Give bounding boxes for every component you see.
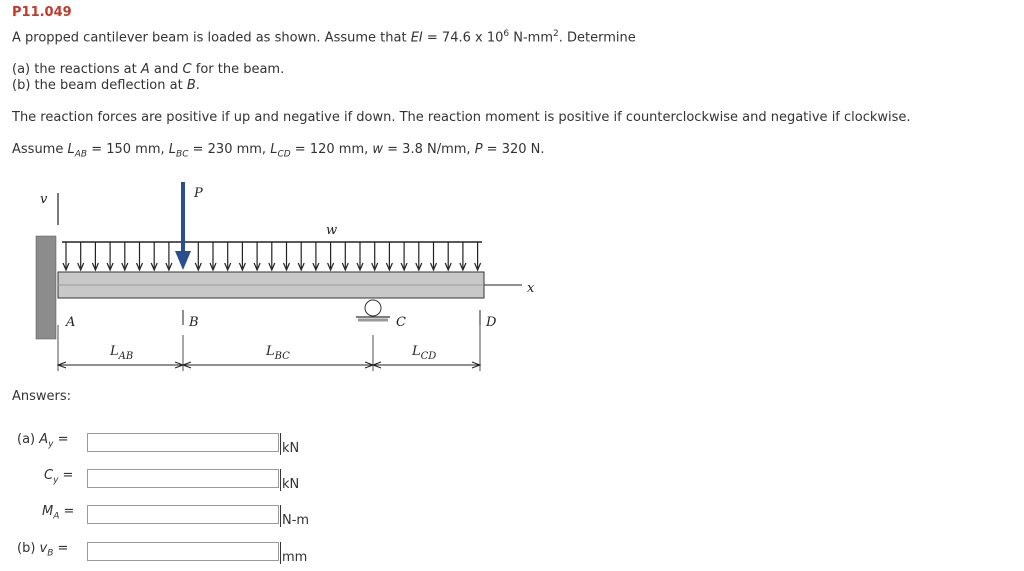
point-c-label: C: [396, 315, 406, 330]
dim-label-lbc: $L_{BC}$: [266, 344, 290, 362]
answer-vb-eq: =: [53, 541, 69, 556]
intro-text: A propped cantilever beam is loaded as shown. Assume that: [12, 30, 411, 46]
point-a-label: A: [66, 315, 76, 330]
dim-label-lab: $L_{AB}$: [110, 344, 134, 362]
cy-unit: kN: [282, 477, 300, 492]
sign-convention: The reaction forces are positive if up and negative if down. The reaction moment is positive if counterclockwise and negative if clockwise.: [12, 110, 911, 125]
point-a-ref: A: [140, 62, 150, 77]
answer-cy-sym: C: [44, 468, 54, 483]
point-b-ref: B: [186, 78, 196, 93]
part-b-statement: [12, 78, 200, 93]
p-sym: P: [474, 142, 483, 157]
ma-input[interactable]: [87, 505, 279, 524]
vb-unit-divider: [280, 542, 281, 564]
answer-ma-sym: M: [42, 504, 54, 519]
p-label: P: [194, 186, 203, 201]
l-cd-value: = 120 mm,: [290, 142, 373, 157]
part-a-statement: [12, 62, 284, 77]
w-label: w: [326, 223, 338, 238]
beam-diagram: [0, 175, 560, 375]
answer-ay-eq: =: [53, 432, 69, 447]
problem-intro: [12, 29, 636, 45]
ei-exponent: 6: [503, 29, 510, 39]
point-c-ref: C: [182, 62, 192, 77]
dim-label-lcd: $L_{CD}$: [412, 344, 437, 362]
fixed-support-wall: [36, 236, 56, 339]
v-axis-label: v: [40, 192, 48, 207]
ei-unit: N-mm: [509, 30, 553, 46]
part-a-end: for the beam.: [191, 62, 285, 77]
ay-unit-divider: [280, 433, 281, 455]
vb-input[interactable]: [87, 542, 279, 561]
point-d-label: D: [486, 315, 497, 330]
answer-ma-label: [42, 504, 74, 522]
answer-cy-eq: =: [58, 468, 74, 483]
answer-vb-sym: v: [39, 541, 48, 556]
answer-ay-sym: A: [39, 432, 49, 447]
given-values: [12, 142, 545, 160]
roller-support: [365, 300, 381, 316]
l-bc-sym: L: [168, 142, 177, 157]
w-sym: w: [372, 142, 384, 157]
l-bc-sub: BC: [176, 149, 189, 160]
intro-determine: . Determine: [558, 30, 636, 46]
answer-vb-sub: B: [47, 548, 54, 559]
answer-ma-eq: =: [59, 504, 75, 519]
ei-value: = 74.6 x 10: [422, 30, 504, 46]
answer-ay-label: [17, 432, 69, 450]
point-b-label: B: [189, 315, 199, 330]
answer-vb-prefix: (b): [17, 541, 40, 556]
w-value: = 3.8 N/mm,: [383, 142, 475, 157]
l-bc-value: = 230 mm,: [188, 142, 271, 157]
part-b-text: (b) the beam deflection at: [12, 78, 187, 93]
cy-input[interactable]: [87, 469, 279, 488]
answer-ay-sub: y: [48, 439, 54, 450]
part-a-and: and: [149, 62, 183, 77]
ay-unit: kN: [282, 441, 300, 456]
l-ab-value: = 150 mm,: [87, 142, 169, 157]
ei-symbol: EI: [410, 30, 423, 46]
l-cd-sym: L: [270, 142, 278, 157]
cy-unit-divider: [280, 469, 281, 491]
answer-cy-sub: y: [53, 475, 59, 486]
l-ab-sym: L: [67, 142, 75, 157]
ma-unit-divider: [280, 505, 281, 527]
ay-input[interactable]: [87, 433, 279, 452]
l-cd-sub: CD: [277, 149, 291, 160]
ma-unit: N-m: [282, 513, 310, 528]
x-axis-label: x: [527, 281, 535, 296]
part-b-end: .: [195, 78, 200, 93]
point-load-arrowhead: [175, 251, 191, 270]
l-ab-sub: AB: [74, 149, 88, 160]
p-value: = 320 N.: [482, 142, 545, 157]
ei-unit-exponent: 2: [552, 29, 559, 39]
answer-ma-sub: A: [53, 511, 60, 522]
answer-vb-label: [17, 541, 68, 559]
answer-cy-label: [44, 468, 73, 486]
part-a-text: (a) the reactions at: [12, 62, 141, 77]
distributed-load-arrows: [63, 242, 481, 270]
answers-heading: Answers:: [12, 389, 72, 404]
vb-unit: mm: [282, 550, 308, 565]
problem-id: P11.049: [12, 5, 72, 20]
assume-text: Assume: [12, 142, 68, 157]
answer-ay-prefix: (a): [17, 432, 40, 447]
